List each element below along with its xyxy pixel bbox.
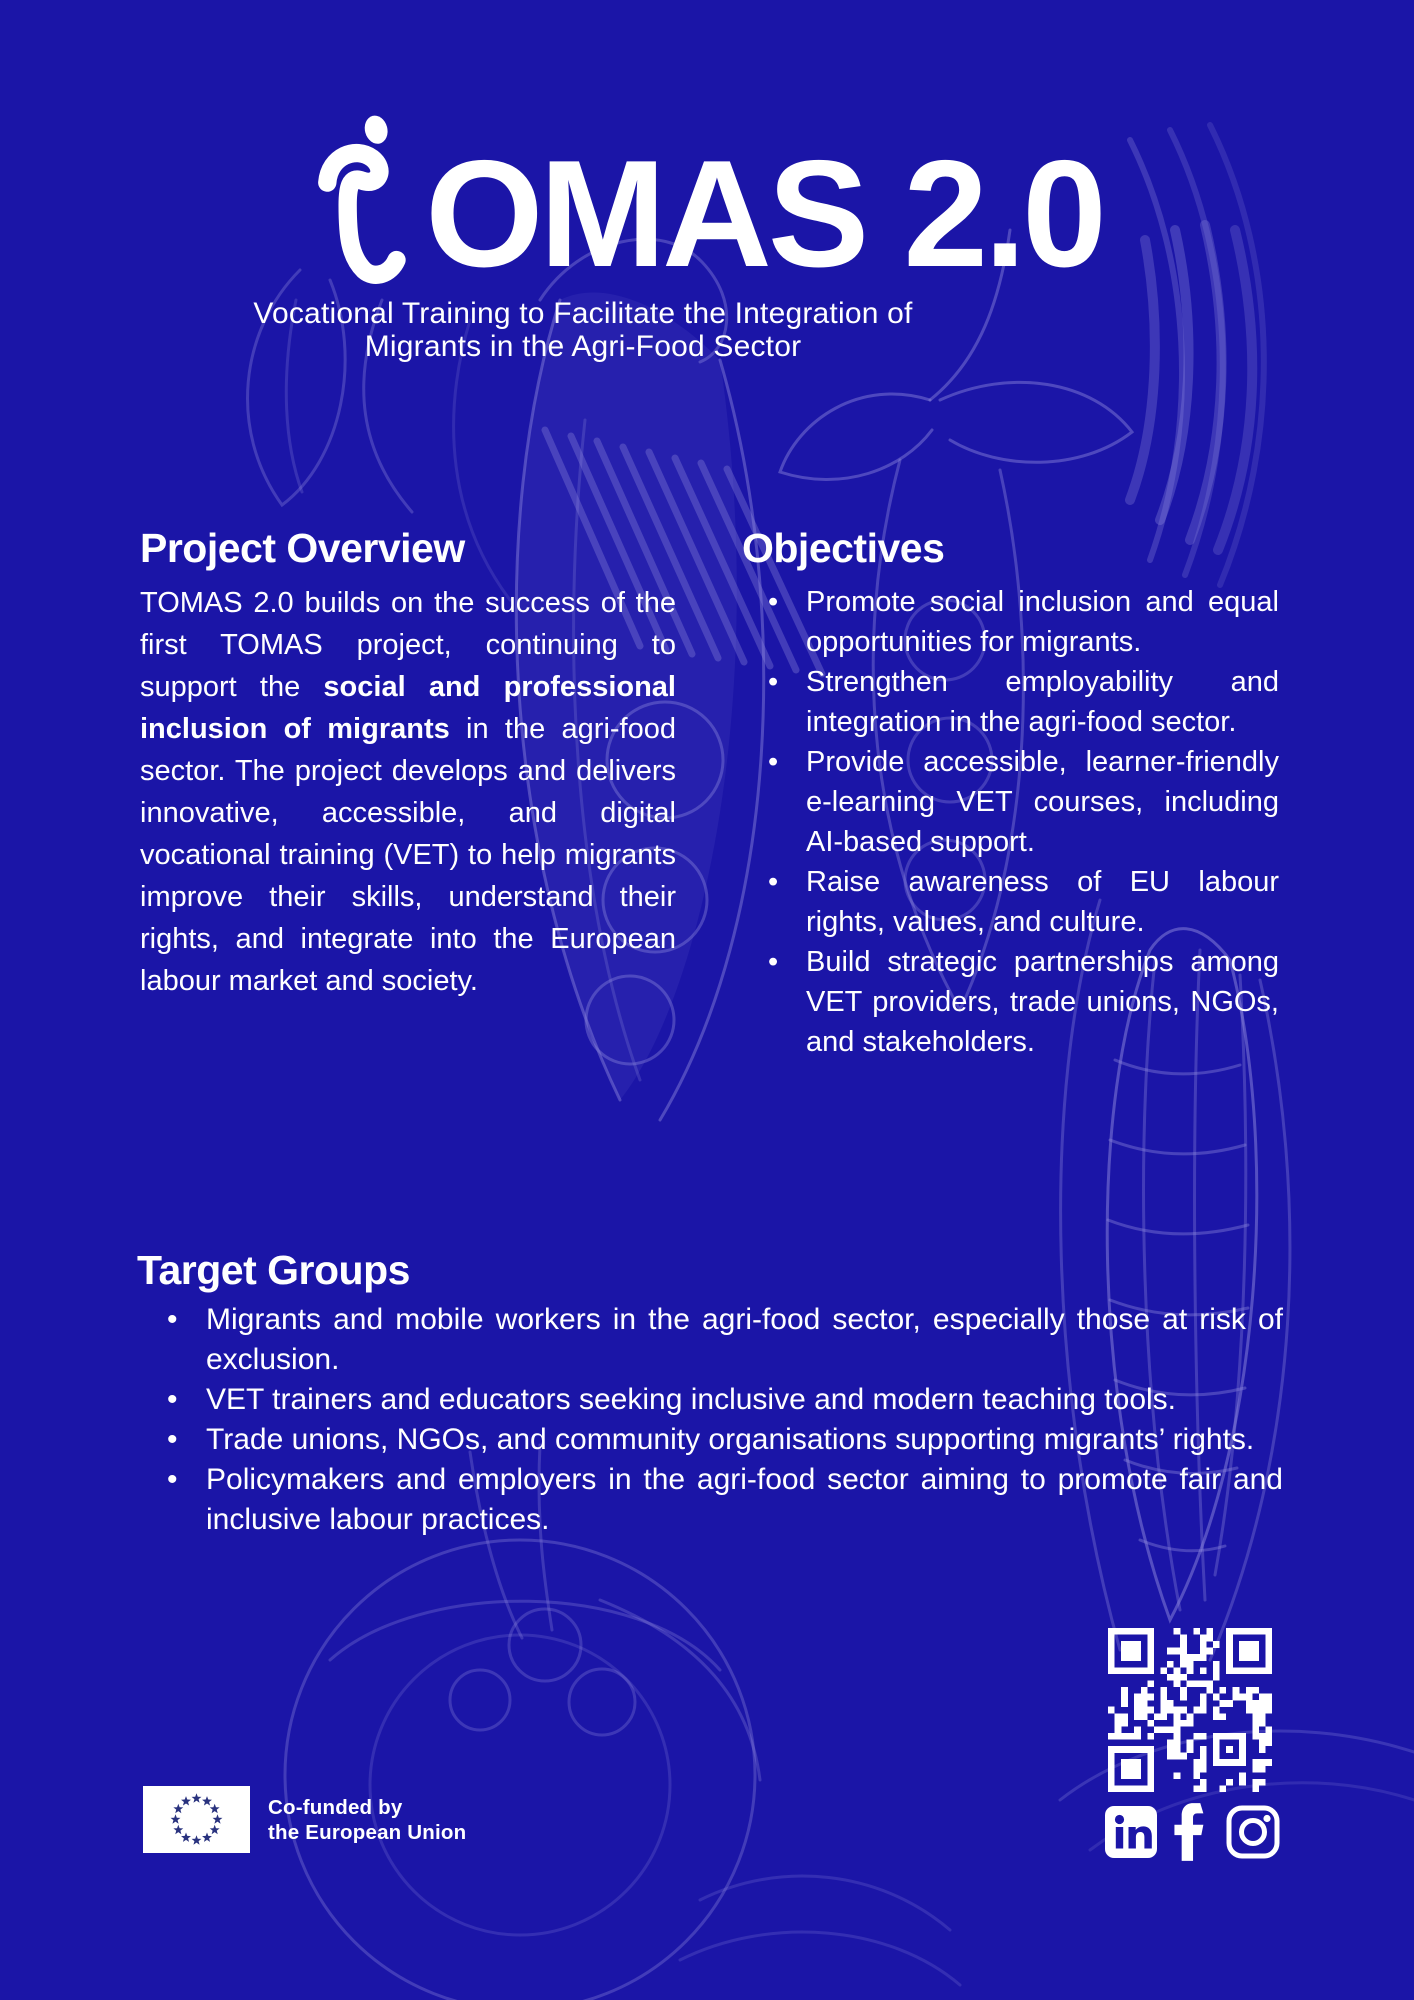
linkedin-icon[interactable] xyxy=(1104,1805,1158,1859)
list-item: • Policymakers and employers in the agri-food sector aiming to promote fair and inclusive labour practices. xyxy=(143,1460,1283,1540)
qr-code xyxy=(1108,1628,1272,1792)
overview-body-post: in the agri-food sector. The project develops and delivers innovative, accessible, and digital vocational training (VET) to help migrants improve their skills, understand their rights, and integrate into the European labour market and society. xyxy=(140,713,677,997)
social-icons-row xyxy=(1104,1801,1280,1863)
brand-subtitle xyxy=(0,297,1166,363)
list-item: • Migrants and mobile workers in the agri-food sector, especially those at risk of exclusion. xyxy=(143,1300,1283,1380)
eu-flag-icon xyxy=(143,1786,250,1853)
objectives-heading: Objectives xyxy=(742,525,945,571)
instagram-icon[interactable] xyxy=(1226,1805,1280,1859)
overview-body xyxy=(140,582,676,1002)
list-item: • Raise awareness of EU labour rights, values, and culture. xyxy=(742,862,1279,942)
list-item: • Build strategic partnerships among VET providers, trade unions, NGOs, and stakeholders. xyxy=(742,942,1279,1062)
list-item: • Promote social inclusion and equal opportunities for migrants. xyxy=(742,582,1279,662)
eu-funding-line2: the European Union xyxy=(268,1820,467,1844)
list-item: • Trade unions, NGOs, and community organisations supporting migrants’ rights. xyxy=(143,1420,1283,1460)
objectives-list xyxy=(742,582,1279,1062)
facebook-icon[interactable] xyxy=(1171,1801,1213,1863)
list-item: • VET trainers and educators seeking inclusive and modern teaching tools. xyxy=(143,1380,1283,1420)
target-groups-heading: Target Groups xyxy=(137,1247,410,1293)
brand-wordmark: OMAS 2.0 xyxy=(425,129,1103,299)
brand-subtitle-line2: Migrants in the Agri-Food Sector xyxy=(364,330,802,363)
brand-subtitle-line1: Vocational Training to Facilitate the Integration of xyxy=(253,297,913,330)
overview-body-pre: TOMAS 2.0 builds on the success of the first TOMAS project, continuing to support the xyxy=(140,587,676,703)
eu-funding-line1: Co-funded by xyxy=(268,1795,403,1819)
overview-heading: Project Overview xyxy=(140,525,465,571)
list-item: • Strengthen employability and integration in the agri-food sector. xyxy=(742,662,1279,742)
target-groups-list xyxy=(143,1300,1283,1540)
brand-script-t-icon xyxy=(311,110,423,296)
list-item: • Provide accessible, learner-friendly e-learning VET courses, including AI-based support. xyxy=(742,742,1279,862)
overview-body-bold: social and professional inclusion of migrants xyxy=(140,671,676,745)
eu-funding-block xyxy=(143,1786,466,1853)
eu-funding-label xyxy=(268,1795,466,1845)
brand-logo xyxy=(0,110,1414,299)
